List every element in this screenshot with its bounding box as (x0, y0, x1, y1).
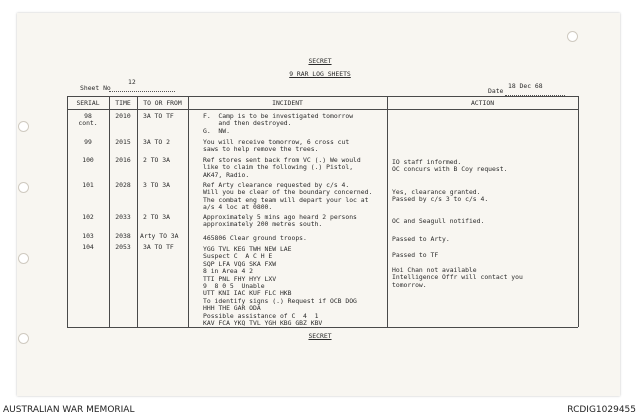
punch-hole (18, 333, 29, 344)
col-header-time: TIME (115, 99, 131, 107)
classification-top: SECRET (308, 57, 332, 65)
table-row-time: 2053 (115, 243, 131, 251)
table-row-time: 2016 (115, 156, 131, 164)
table-row-serial: 100 (82, 156, 94, 164)
table-row-time: 2028 (115, 181, 131, 189)
sheet-no-value: 12 (128, 78, 136, 86)
table-row-incident: YGG TVL KEG TWH NEW LAE Suspect C A C H E SQP LFA VQG SKA FXW 8 in Area 4 2 TTI PNL FHY HYY LXV 9 8 0 5 Unable UTT KNI IAC KUF FLC HKB To identify signs (.) Request if OCB DOG HHH THE GAR ODA Possible assistance of C 4 1 KAV FCA YKQ TVL YGH KBG GBZ KBV (203, 245, 357, 328)
table-row-serial: 99 (84, 138, 92, 146)
punch-hole (18, 182, 29, 193)
table-row-to-from: 3A TO TF (143, 243, 174, 251)
classification-bottom: SECRET (308, 332, 332, 340)
table-row-incident: F. Camp is to be investigated tomorrow and then destroyed. G. NW. (203, 112, 354, 135)
sheet-no-label: Sheet No (80, 84, 111, 92)
table-row-action: Passed to Arty. (392, 235, 450, 243)
table-col-divider (109, 96, 110, 327)
table-row-time: 2038 (115, 232, 131, 240)
table-col-divider (578, 96, 579, 327)
table-row-time: 2033 (115, 213, 131, 221)
archive-footer (0, 400, 640, 418)
table-row-incident: You will receive tomorrow, 6 cross cut saws to help remove the trees. (203, 138, 350, 154)
table-row-to-from: 2 TO 3A (143, 156, 170, 164)
table-row-action: Passed to TF Hoi Chan not available Intelligence Offr will contact you tomorrow. (392, 251, 523, 289)
table-row-action: OC and Seagull notified. (392, 217, 485, 225)
table-top-border (67, 96, 578, 97)
table-row-to-from: 3 TO 3A (143, 181, 170, 189)
table-row-to-from: 3A TO TF (143, 112, 174, 120)
table-col-divider (188, 96, 189, 327)
table-col-divider (387, 96, 388, 327)
sheet-no-underline (109, 86, 175, 92)
col-header-serial: SERIAL (76, 99, 100, 107)
table-col-divider (67, 96, 68, 327)
table-row-time: 2015 (115, 138, 131, 146)
date-value: 18 Dec 68 (508, 82, 543, 90)
table-row-action: Yes, clearance granted. Passed by c/s 3 to c/s 4. (392, 188, 489, 204)
table-col-divider (137, 96, 138, 327)
col-header-action: ACTION (470, 99, 495, 107)
table-row-incident: Ref stores sent back from VC (.) We would like to claim the following (.) Pistol, AK47, Radio. (203, 156, 361, 179)
table-row-incident: Approximately 5 mins ago heard 2 persons approximately 200 metres south. (203, 213, 357, 229)
table-row-incident: 465806 Clear ground troops. (203, 234, 307, 242)
table-row-time: 2010 (115, 112, 131, 120)
table-row-serial: 103 (82, 232, 94, 240)
log-title: 9 RAR LOG SHEETS (289, 70, 351, 78)
col-header-incident: INCIDENT (272, 99, 303, 107)
table-row-to-from: Arty TO 3A (140, 232, 179, 240)
table-row-serial: 98 cont. (78, 112, 98, 128)
table-row-serial: 104 (82, 243, 94, 251)
archive-reference: RCDIG1029455 (567, 405, 636, 415)
table-row-incident: Ref Arty clearance requested by c/s 4. Will you be clear of the boundary concerned. The combat eng team will depart your loc at a/s 4 loc at 0800. (203, 181, 373, 212)
col-header-to-from: TO OR FROM (143, 99, 182, 107)
table-row-to-from: 2 TO 3A (143, 213, 170, 221)
archive-name: AUSTRALIAN WAR MEMORIAL (3, 405, 135, 415)
table-row-serial: 101 (82, 181, 94, 189)
punch-hole (18, 121, 29, 132)
punch-hole (567, 31, 578, 42)
punch-hole (18, 253, 29, 264)
table-header-border (67, 109, 578, 110)
table-row-serial: 102 (82, 213, 94, 221)
table-row-to-from: 3A TO 2 (143, 138, 170, 146)
table-row-action: IO staff informed. OC concurs with B Coy request. (392, 158, 508, 174)
date-label: Date (488, 87, 504, 95)
